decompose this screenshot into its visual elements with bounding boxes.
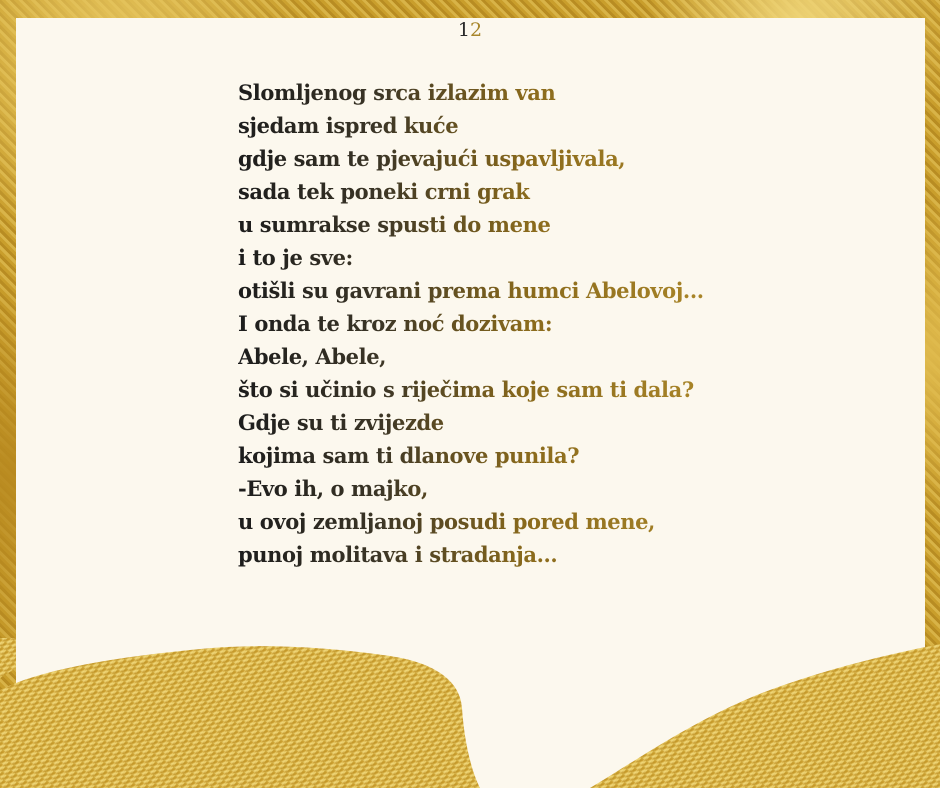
poem-line: sada tek poneki crni grak — [238, 175, 704, 208]
poem-line: punoj molitava i stradanja... — [238, 538, 704, 571]
poem-line: otišli su gavrani prema humci Abelovoj... — [238, 274, 704, 307]
page-number-digit-1: 1 — [457, 19, 470, 41]
poem-line: Gdje su ti zvijezde — [238, 406, 704, 439]
poem-line: u sumrakse spusti do mene — [238, 208, 704, 241]
poem-line: kojima sam ti dlanove punila? — [238, 439, 704, 472]
poem-line: gdje sam te pjevajući uspavljivala, — [238, 142, 704, 175]
poem-line: Slomljenog srca izlazim van — [238, 76, 704, 109]
poem-line: I onda te kroz noć dozivam: — [238, 307, 704, 340]
poem-text — [238, 76, 704, 571]
poem-line: u ovoj zemljanoj posudi pored mene, — [238, 505, 704, 538]
page-number-digit-2: 2 — [470, 19, 483, 41]
poem-line: -Evo ih, o majko, — [238, 472, 704, 505]
gold-leaf-brushstroke — [0, 638, 940, 788]
poem-line: Abele, Abele, — [238, 340, 704, 373]
page-number — [0, 19, 940, 41]
poem-line: sjedam ispred kuće — [238, 109, 704, 142]
poem-line: što si učinio s riječima koje sam ti dala? — [238, 373, 704, 406]
poem-line: i to je sve: — [238, 241, 704, 274]
